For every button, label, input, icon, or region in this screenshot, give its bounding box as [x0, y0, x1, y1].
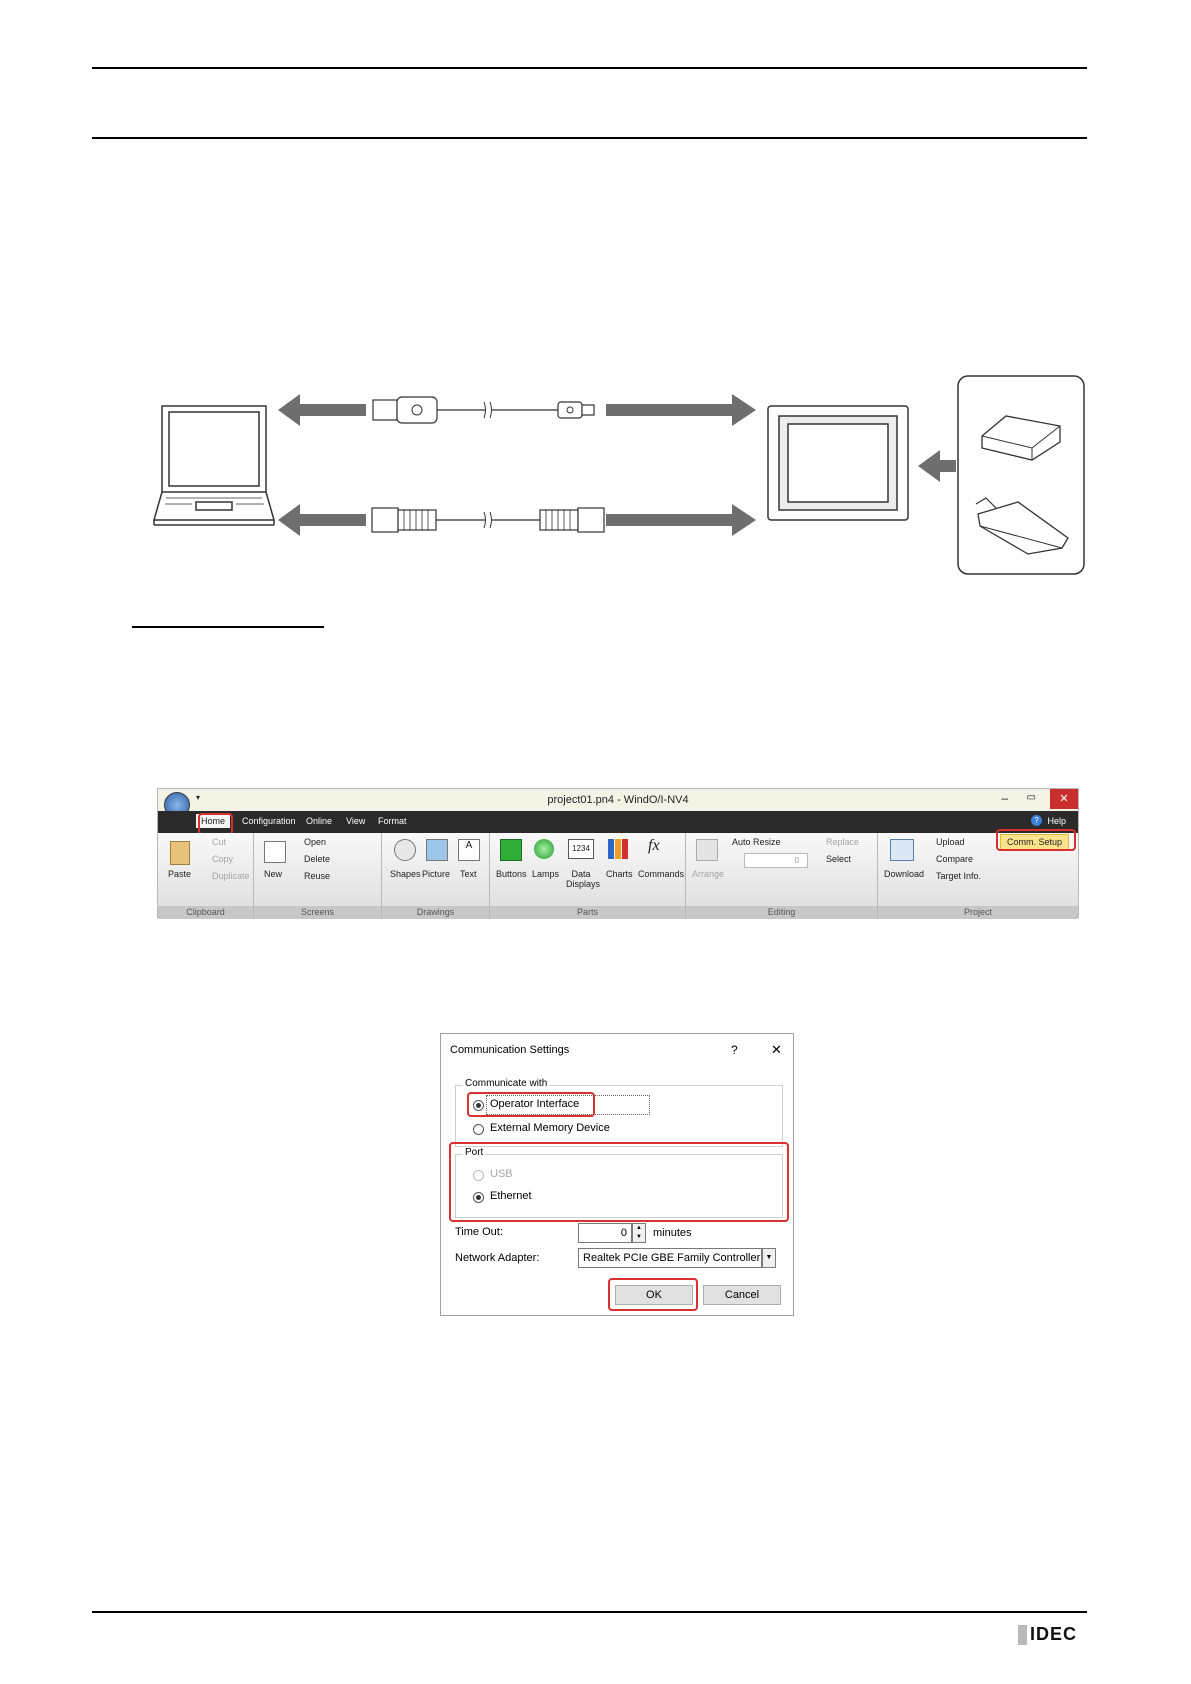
new-screen-icon[interactable] [264, 841, 286, 863]
external-memory-radio[interactable] [473, 1124, 484, 1135]
group-label-screens: Screens [254, 906, 381, 919]
group-editing [686, 833, 878, 919]
dialog-help-icon[interactable]: ? [731, 1043, 738, 1057]
network-adapter-label: Network Adapter: [455, 1252, 540, 1264]
port-label: Port [465, 1147, 484, 1158]
tab-online[interactable]: Online [306, 816, 333, 826]
text-button[interactable]: Text [460, 869, 477, 879]
data-displays-button[interactable]: Data Displays [566, 869, 601, 889]
dialog-title: Communication Settings [450, 1044, 570, 1056]
timeout-label: Time Out: [455, 1226, 503, 1238]
shapes-icon[interactable] [394, 839, 416, 861]
ethernet-radio[interactable] [473, 1192, 484, 1203]
usb-label[interactable]: USB [490, 1168, 513, 1180]
buttons-icon[interactable] [500, 839, 522, 861]
operator-interface-label[interactable]: Operator Interface [490, 1098, 580, 1110]
group-label-project: Project [878, 906, 1078, 919]
group-clipboard [158, 833, 254, 919]
group-parts [490, 833, 686, 919]
commands-button[interactable]: Commands [638, 869, 685, 879]
open-screen-button[interactable]: Open [304, 837, 327, 847]
arrange-icon[interactable] [696, 839, 718, 861]
section-underline [132, 626, 324, 628]
header-rule-top [92, 67, 1087, 69]
tab-format[interactable]: Format [378, 816, 407, 826]
tab-view[interactable]: View [346, 816, 366, 826]
compare-button[interactable]: Compare [936, 854, 974, 864]
ribbon-tabs [158, 811, 1078, 833]
select-button[interactable]: Select [826, 854, 852, 864]
download-icon[interactable] [890, 839, 914, 861]
help-menu[interactable]: Help [1047, 816, 1066, 826]
group-label-drawings: Drawings [382, 906, 489, 919]
ethernet-cable-arrow [278, 504, 756, 536]
comm-setup-button[interactable]: Comm. Setup [1000, 834, 1069, 850]
quick-access-icon[interactable]: ▾ [196, 793, 201, 802]
delete-screen-button[interactable]: Delete [304, 854, 331, 864]
ethernet-label[interactable]: Ethernet [490, 1190, 532, 1202]
close-window-icon[interactable]: ✕ [1050, 789, 1078, 809]
duplicate-button[interactable]: Duplicate [212, 871, 250, 881]
laptop-icon [154, 406, 274, 525]
minutes-label: minutes [653, 1227, 692, 1239]
commands-icon[interactable]: fx [648, 837, 660, 854]
memory-arrow [918, 450, 956, 482]
auto-resize-button[interactable]: Auto Resize [732, 837, 781, 847]
communication-settings-dialog [440, 1033, 794, 1316]
picture-icon[interactable] [426, 839, 448, 861]
target-info-button[interactable]: Target Info. [936, 871, 982, 881]
footer-rule [92, 1611, 1087, 1613]
group-drawings [382, 833, 490, 919]
timeout-input[interactable]: 0 [578, 1223, 632, 1243]
help-icon[interactable]: ? [1031, 815, 1042, 826]
text-icon[interactable]: A [458, 839, 480, 861]
paste-button[interactable]: Paste [168, 869, 192, 879]
external-memory-icon [958, 376, 1084, 574]
usb-cable-arrow [278, 394, 756, 426]
lamps-button[interactable]: Lamps [532, 869, 560, 879]
home-tab-highlight [198, 813, 233, 835]
upload-button[interactable]: Upload [936, 837, 965, 847]
group-label-editing: Editing [686, 906, 877, 919]
ok-button[interactable]: OK [615, 1285, 693, 1305]
shapes-button[interactable]: Shapes [390, 869, 421, 879]
external-memory-label[interactable]: External Memory Device [490, 1122, 610, 1134]
download-button[interactable]: Download [884, 869, 925, 879]
network-adapter-select[interactable]: Realtek PCIe GBE Family Controller [578, 1248, 762, 1268]
communicate-with-label: Communicate with [465, 1078, 548, 1089]
minimize-icon[interactable]: – [1001, 791, 1008, 805]
arrange-button[interactable]: Arrange [692, 869, 725, 879]
copy-button[interactable]: Copy [212, 854, 234, 864]
port-highlight [449, 1142, 789, 1222]
cancel-button[interactable]: Cancel [703, 1285, 781, 1305]
header-rule-bottom [92, 137, 1087, 139]
tab-configuration[interactable]: Configuration [242, 816, 296, 826]
timeout-spinner[interactable]: ▲ ▼ [632, 1223, 646, 1243]
dropdown-arrow-icon[interactable]: ▼ [762, 1248, 776, 1268]
ribbon-body [158, 833, 1078, 919]
comm-setup-highlight [996, 829, 1076, 851]
replace-button[interactable]: Replace [826, 837, 860, 847]
group-label-clipboard: Clipboard [158, 906, 253, 919]
usb-radio[interactable] [473, 1170, 484, 1181]
group-screens [254, 833, 382, 919]
buttons-button[interactable]: Buttons [496, 869, 527, 879]
editing-value-field[interactable]: 0 [744, 853, 808, 868]
logo-text: IDEC [1030, 1624, 1078, 1644]
ok-highlight [608, 1278, 698, 1311]
data-displays-icon[interactable]: 1234 [568, 839, 594, 859]
window-title: project01.pn4 - WindO/I-NV4 [547, 794, 689, 806]
charts-icon[interactable] [608, 839, 628, 859]
lamps-icon[interactable] [534, 839, 554, 859]
maximize-icon[interactable]: ▭ [1026, 792, 1036, 803]
connection-diagram [0, 350, 1191, 580]
dialog-close-icon[interactable]: ✕ [771, 1042, 782, 1057]
picture-button[interactable]: Picture [422, 869, 451, 879]
new-screen-button[interactable]: New [264, 869, 283, 879]
paste-icon[interactable] [170, 841, 190, 865]
operator-interface-icon [768, 406, 908, 520]
tab-home[interactable]: Home [196, 814, 230, 828]
operator-interface-highlight [467, 1092, 595, 1117]
logo-mark [1018, 1625, 1027, 1645]
ribbon-title-bar [158, 789, 1078, 812]
charts-button[interactable]: Charts [606, 869, 633, 879]
group-label-parts: Parts [490, 906, 685, 919]
cut-button[interactable]: Cut [212, 837, 227, 847]
ribbon-screenshot [157, 788, 1079, 918]
reuse-screen-button[interactable]: Reuse [304, 871, 331, 881]
